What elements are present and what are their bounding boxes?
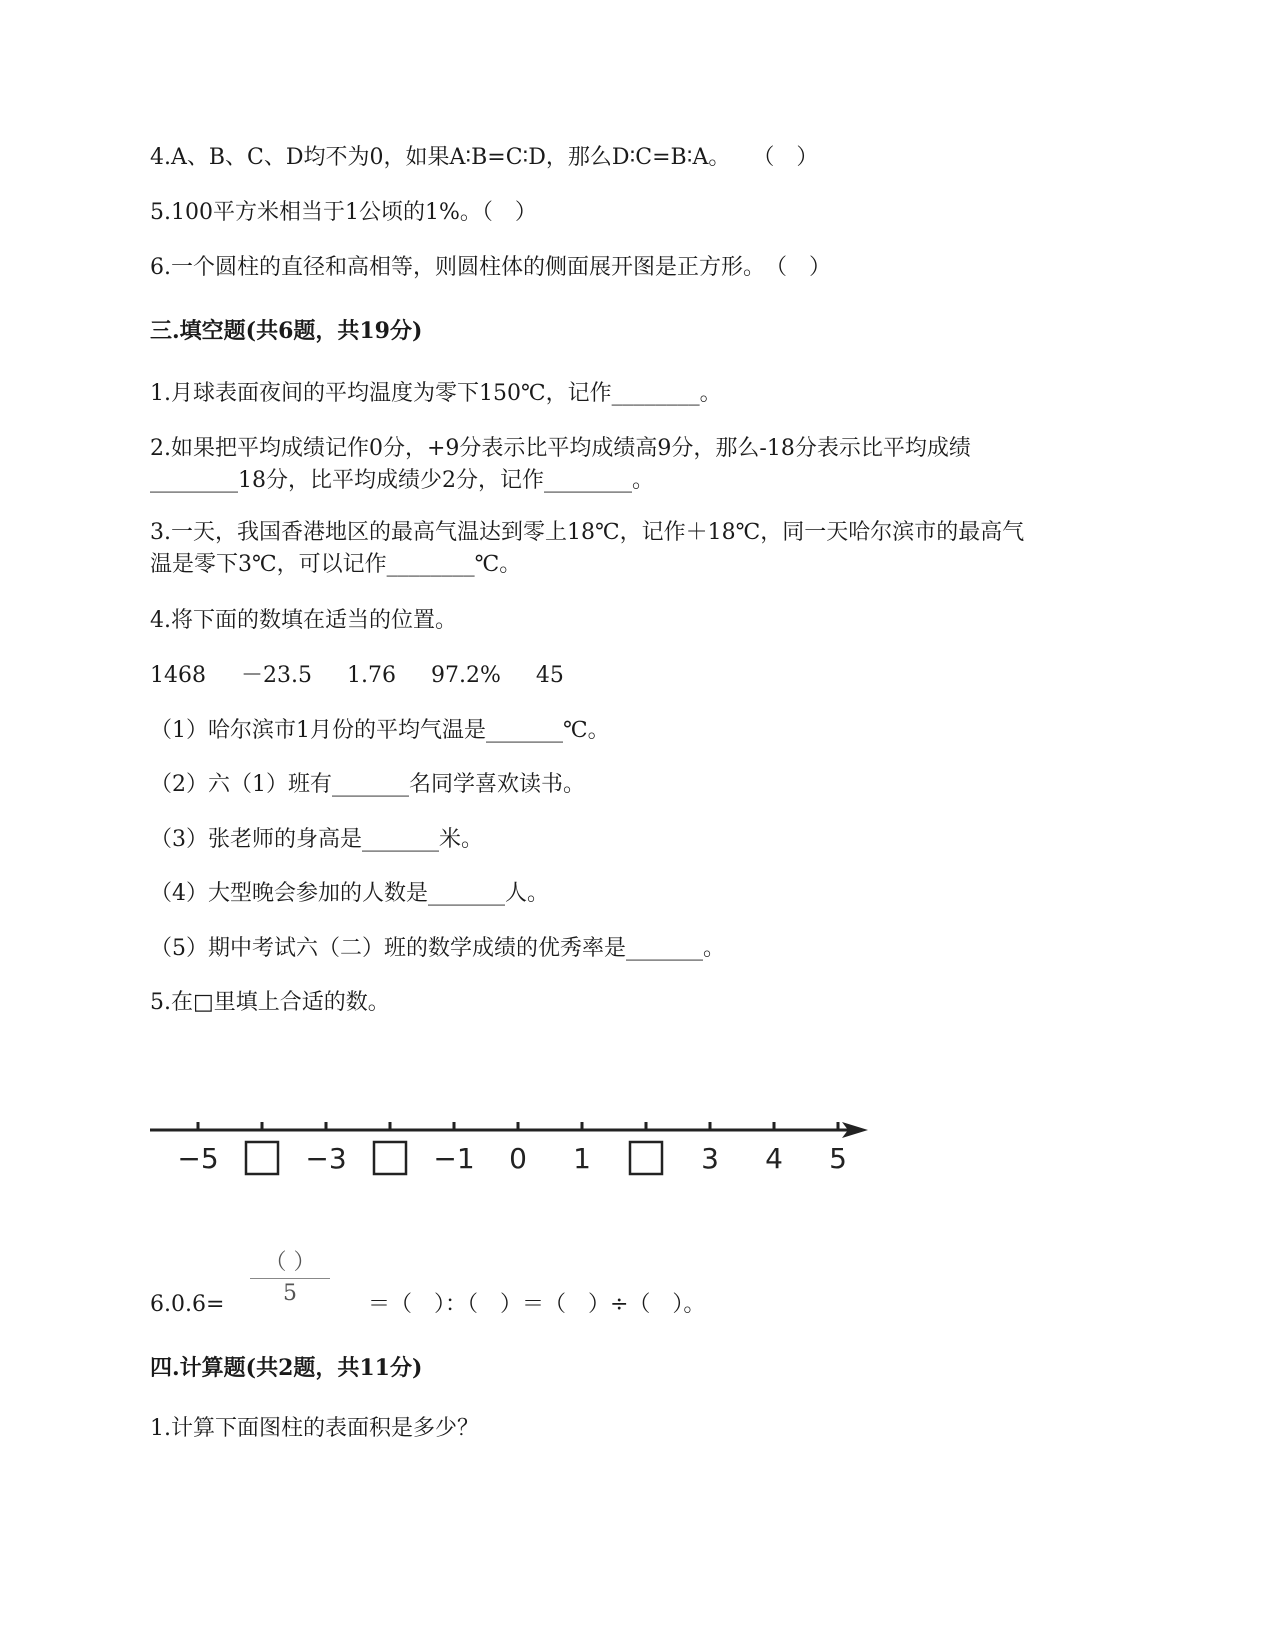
fill-q4-sub-3: （3）张老师的身高是_______米。: [150, 827, 483, 852]
number-line-label: 1: [573, 1142, 591, 1175]
fill-q5: 5.在□里填上合适的数。: [150, 990, 390, 1015]
judge-q5: 5.100平方米相当于1公顷的1%。（ ）: [150, 200, 537, 225]
number-item: 97.2%: [430, 663, 501, 688]
fraction: [250, 1245, 330, 1306]
fill-q3-line2: 温是零下3℃，可以记作________℃。: [150, 552, 522, 577]
fill-q4-sub-4: （4）大型晚会参加的人数是_______人。: [150, 881, 549, 906]
number-line-label: 3: [701, 1142, 719, 1175]
fill-q2-line2: ________18分，比平均成绩少2分，记作________。: [150, 468, 654, 493]
number-line-label: −3: [305, 1142, 347, 1175]
fill-q2-line1: 2.如果把平均成绩记作0分，+9分表示比平均成绩高9分，那么-18分表示比平均成绩: [150, 436, 971, 461]
fraction-numerator: （ ）: [264, 1250, 316, 1275]
calc-q1: 1.计算下面图柱的表面积是多少？: [150, 1416, 479, 1441]
fill-q1: 1.月球表面夜间的平均温度为零下150℃，记作________。: [150, 381, 722, 406]
judge-q6: 6.一个圆柱的直径和高相等，则圆柱体的侧面展开图是正方形。 （ ）: [150, 255, 831, 280]
number-line-label: 0: [509, 1142, 527, 1175]
section3-heading: 三.填空题(共6题，共19分): [150, 318, 423, 344]
number-line: [150, 1100, 890, 1190]
blank-box[interactable]: [374, 1142, 406, 1174]
number-item: 45: [535, 663, 564, 688]
fraction-denominator: 5: [283, 1281, 297, 1306]
number-item: 1468: [150, 663, 206, 688]
fill-q3-line1: 3.一天，我国香港地区的最高气温达到零上18℃，记作＋18℃，同一天哈尔滨市的最高气: [150, 520, 1025, 545]
fill-q6-rest[interactable]: ＝（ ）：（ ）＝（ ）÷（ ）。: [368, 1292, 706, 1317]
number-item: －23.5: [241, 663, 312, 688]
fill-q6-prefix: 6.0.6=: [150, 1292, 225, 1317]
number-item: 1.76: [347, 663, 396, 688]
fill-q4-sub-1: （1）哈尔滨市1月份的平均气温是_______℃。: [150, 718, 610, 743]
judge-q4: 4.A、B、C、D均不为0，如果A∶B=C∶D，那么D∶C=B∶A。 （ ）: [150, 145, 819, 170]
fill-q4: 4.将下面的数填在适当的位置。: [150, 608, 457, 633]
fraction-bar: [250, 1278, 330, 1279]
blank-box[interactable]: [246, 1142, 278, 1174]
fill-q4-sub-2: （2）六（1）班有_______名同学喜欢读书。: [150, 772, 585, 797]
fill-q4-sub-5: （5）期中考试六（二）班的数学成绩的优秀率是_______。: [150, 936, 725, 961]
blank-box[interactable]: [630, 1142, 662, 1174]
number-line-label: −1: [433, 1142, 475, 1175]
number-line-label: 5: [829, 1142, 847, 1175]
fill-q4-numbers: [150, 660, 592, 692]
number-line-label: −5: [177, 1142, 219, 1175]
section4-heading: 四.计算题(共2题，共11分): [150, 1355, 423, 1381]
number-line-label: 4: [765, 1142, 783, 1175]
